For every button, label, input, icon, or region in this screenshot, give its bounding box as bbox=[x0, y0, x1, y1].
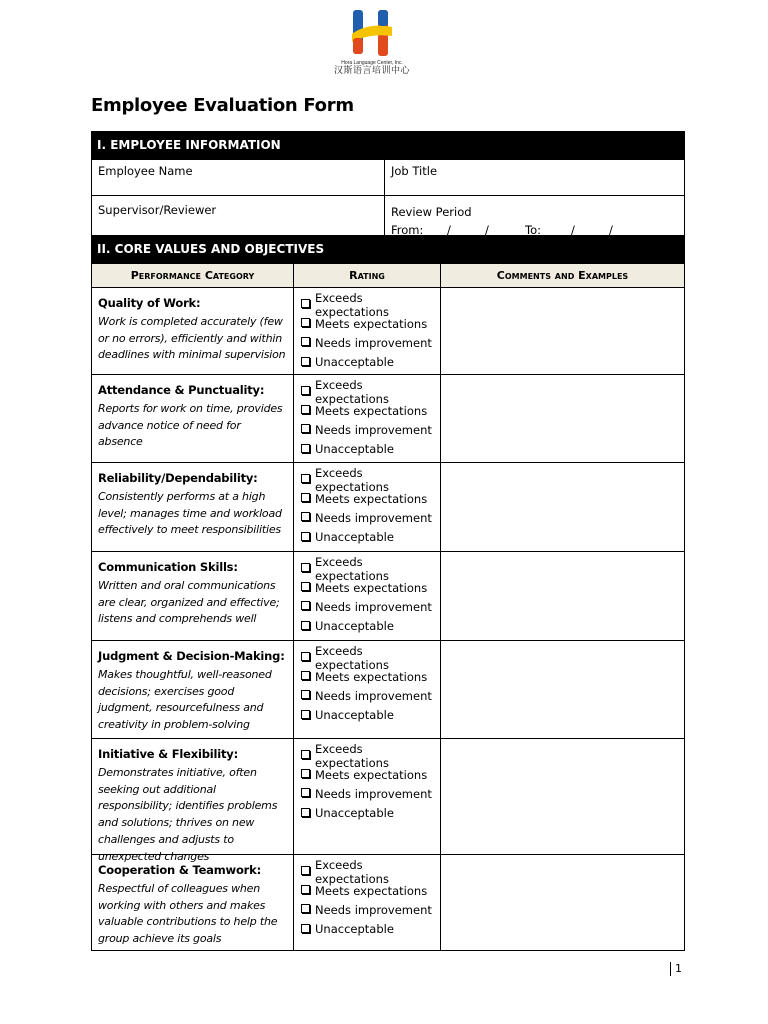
checkbox-icon[interactable] bbox=[301, 474, 310, 483]
rating-option-label: Meets expectations bbox=[315, 580, 428, 595]
rating-option[interactable] bbox=[301, 290, 440, 319]
checkbox-icon[interactable] bbox=[301, 652, 310, 661]
checkbox-icon[interactable] bbox=[301, 532, 310, 541]
supervisor-field[interactable] bbox=[92, 196, 385, 235]
job-title-label: Job Title bbox=[391, 164, 438, 178]
category-description: Written and oral communications are clear, organized and effective; listens and comprehends well bbox=[98, 579, 280, 626]
table-header bbox=[91, 264, 685, 288]
column-header-category: Performance Category bbox=[92, 264, 294, 287]
rating-option-label: Meets expectations bbox=[315, 767, 428, 782]
rating-cell bbox=[294, 739, 441, 854]
comments-field[interactable] bbox=[441, 855, 684, 950]
checkbox-icon[interactable] bbox=[301, 601, 310, 610]
comments-field[interactable] bbox=[441, 641, 684, 738]
employee-name-field[interactable] bbox=[92, 160, 385, 195]
category-description: Demonstrates initiative, often seeking out additional responsibility; identifies problems and solutions; thrives on new challenges and adjusts to unexpected changes bbox=[98, 766, 278, 863]
category-cell bbox=[92, 739, 294, 863]
category-rows bbox=[91, 288, 685, 951]
rating-option[interactable] bbox=[301, 784, 440, 803]
info-row-supervisor-period bbox=[91, 196, 685, 236]
rating-option-label: Meets expectations bbox=[315, 669, 428, 684]
rating-option-label: Unacceptable bbox=[315, 619, 394, 634]
rating-option[interactable] bbox=[301, 465, 440, 494]
checkbox-icon[interactable] bbox=[301, 750, 310, 759]
category-row-judgment-decision-making bbox=[91, 641, 685, 739]
checkbox-icon[interactable] bbox=[301, 563, 310, 572]
rating-option[interactable] bbox=[301, 597, 440, 616]
category-description: Makes thoughtful, well-reasoned decisions; exercises good judgment, resourcefulness and creativity in problem-solving bbox=[98, 668, 272, 732]
category-row-reliability-dependability bbox=[91, 463, 685, 552]
rating-option-label: Needs improvement bbox=[315, 786, 432, 801]
category-title: Reliability/Dependability: bbox=[98, 471, 258, 485]
checkbox-icon[interactable] bbox=[301, 386, 310, 395]
category-title: Cooperation & Teamwork: bbox=[98, 863, 261, 877]
logo-company-en: Hora Language Center, Inc. bbox=[341, 60, 403, 66]
checkbox-icon[interactable] bbox=[301, 424, 310, 433]
rating-option[interactable] bbox=[301, 667, 440, 686]
rating-option-label: Meets expectations bbox=[315, 403, 428, 418]
job-title-field[interactable] bbox=[385, 160, 684, 195]
checkbox-icon[interactable] bbox=[301, 582, 310, 591]
comments-field[interactable] bbox=[441, 375, 684, 462]
checkbox-icon[interactable] bbox=[301, 318, 310, 327]
checkbox-icon[interactable] bbox=[301, 866, 310, 875]
checkbox-icon[interactable] bbox=[301, 710, 310, 719]
rating-cell bbox=[294, 288, 441, 374]
rating-option-label: Exceeds expectations bbox=[314, 290, 389, 319]
checkbox-icon[interactable] bbox=[301, 493, 310, 502]
rating-option[interactable] bbox=[301, 508, 440, 527]
column-header-comments: Comments and Examples bbox=[496, 269, 629, 282]
rating-option[interactable] bbox=[301, 333, 440, 352]
evaluation-form bbox=[91, 131, 685, 951]
rating-option[interactable] bbox=[301, 741, 440, 770]
section-heading-core-values: II. CORE VALUES AND OBJECTIVES bbox=[91, 236, 685, 264]
rating-option-label: Meets expectations bbox=[315, 491, 428, 506]
checkbox-icon[interactable] bbox=[301, 621, 310, 630]
comments-field[interactable] bbox=[441, 288, 684, 374]
checkbox-icon[interactable] bbox=[301, 299, 310, 308]
category-row-quality-of-work bbox=[91, 288, 685, 375]
to-label: To: bbox=[525, 223, 541, 237]
from-date-sep-2: / bbox=[485, 223, 489, 237]
category-description: Respectful of colleagues when working with others and makes valuable contributions to help the group achieve its goals bbox=[98, 882, 278, 946]
rating-option-label: Unacceptable bbox=[315, 922, 394, 937]
category-title: Judgment & Decision-Making: bbox=[98, 649, 285, 663]
checkbox-icon[interactable] bbox=[301, 924, 310, 933]
category-row-attendance-punctuality bbox=[91, 375, 685, 463]
checkbox-icon[interactable] bbox=[301, 788, 310, 797]
form-title: Employee Evaluation Form bbox=[91, 95, 354, 116]
rating-cell bbox=[294, 641, 441, 738]
section-heading-employee-info: I. EMPLOYEE INFORMATION bbox=[91, 131, 685, 160]
review-period-label: Review Period bbox=[391, 205, 472, 219]
rating-option[interactable] bbox=[301, 765, 440, 784]
category-cell bbox=[92, 855, 294, 950]
comments-field[interactable] bbox=[441, 463, 684, 551]
checkbox-icon[interactable] bbox=[301, 904, 310, 913]
review-period-dates bbox=[391, 221, 678, 239]
category-description: Consistently performs at a high level; manages time and workload effectively to meet responsibilities bbox=[98, 490, 282, 537]
rating-option-label: Meets expectations bbox=[315, 316, 428, 331]
rating-cell bbox=[294, 463, 441, 551]
rating-option-label: Exceeds expectations bbox=[314, 554, 389, 583]
rating-option-label: Exceeds expectations bbox=[314, 857, 389, 886]
category-row-cooperation-teamwork bbox=[91, 855, 685, 951]
rating-option-label: Needs improvement bbox=[315, 422, 432, 437]
rating-option[interactable] bbox=[301, 804, 440, 823]
checkbox-icon[interactable] bbox=[301, 769, 310, 778]
rating-option-label: Meets expectations bbox=[315, 883, 428, 898]
rating-option-label: Needs improvement bbox=[315, 688, 432, 703]
rating-option-label: Unacceptable bbox=[315, 530, 394, 545]
rating-option-label: Needs improvement bbox=[315, 902, 432, 917]
rating-option[interactable] bbox=[301, 900, 440, 919]
rating-option[interactable] bbox=[301, 554, 440, 583]
category-cell bbox=[92, 552, 294, 640]
to-date-sep-1: / bbox=[571, 223, 575, 237]
rating-option[interactable] bbox=[301, 377, 440, 406]
comments-field[interactable] bbox=[441, 739, 684, 854]
rating-option[interactable] bbox=[301, 643, 440, 672]
checkbox-icon[interactable] bbox=[301, 885, 310, 894]
rating-option[interactable] bbox=[301, 857, 440, 886]
info-row-name-title bbox=[91, 160, 685, 196]
checkbox-icon[interactable] bbox=[301, 808, 310, 817]
rating-option-label: Unacceptable bbox=[315, 708, 394, 723]
rating-option-label: Unacceptable bbox=[315, 806, 394, 821]
rating-option[interactable] bbox=[301, 881, 440, 900]
rating-cell bbox=[294, 375, 441, 462]
rating-option[interactable] bbox=[301, 617, 440, 636]
category-title: Communication Skills: bbox=[98, 560, 238, 574]
category-description: Reports for work on time, provides advance notice of need for absence bbox=[98, 402, 283, 449]
rating-option-label: Needs improvement bbox=[315, 599, 432, 614]
column-header-rating: Rating bbox=[294, 264, 441, 287]
checkbox-icon[interactable] bbox=[301, 690, 310, 699]
checkbox-icon[interactable] bbox=[301, 357, 310, 366]
rating-option[interactable] bbox=[301, 314, 440, 333]
from-label: From: bbox=[391, 223, 424, 237]
rating-option-label: Exceeds expectations bbox=[314, 465, 389, 494]
rating-cell bbox=[294, 855, 441, 950]
from-date-sep-1: / bbox=[447, 223, 451, 237]
category-description: Work is completed accurately (few or no errors), efficiently and within deadlines with minimal supervision bbox=[98, 315, 286, 362]
logo-company-zh: 汉斯语言培训中心 bbox=[333, 66, 410, 76]
category-title: Attendance & Punctuality: bbox=[98, 383, 265, 397]
category-title: Quality of Work: bbox=[98, 296, 201, 310]
page-number: 1 bbox=[670, 962, 682, 976]
rating-option[interactable] bbox=[301, 440, 440, 459]
rating-option[interactable] bbox=[301, 920, 440, 939]
rating-option-label: Exceeds expectations bbox=[314, 377, 389, 406]
checkbox-icon[interactable] bbox=[301, 405, 310, 414]
checkbox-icon[interactable] bbox=[301, 337, 310, 346]
rating-option-label: Needs improvement bbox=[315, 510, 432, 525]
rating-option[interactable] bbox=[301, 578, 440, 597]
rating-option-label: Unacceptable bbox=[315, 442, 394, 457]
rating-option[interactable] bbox=[301, 528, 440, 547]
rating-option[interactable] bbox=[301, 706, 440, 725]
comments-field[interactable] bbox=[441, 552, 684, 640]
category-row-communication-skills bbox=[91, 552, 685, 641]
checkbox-icon[interactable] bbox=[301, 671, 310, 680]
logo-mark-icon bbox=[350, 8, 394, 58]
rating-option-label: Unacceptable bbox=[315, 355, 394, 370]
rating-cell bbox=[294, 552, 441, 640]
to-date-sep-2: / bbox=[609, 223, 613, 237]
category-row-initiative-flexibility bbox=[91, 739, 685, 863]
rating-option[interactable] bbox=[301, 420, 440, 439]
review-period-field[interactable] bbox=[385, 196, 684, 235]
category-cell bbox=[92, 288, 294, 374]
category-cell bbox=[92, 375, 294, 462]
supervisor-label: Supervisor/Reviewer bbox=[98, 203, 217, 217]
rating-option-label: Exceeds expectations bbox=[314, 741, 389, 770]
rating-option[interactable] bbox=[301, 489, 440, 508]
rating-option-label: Exceeds expectations bbox=[314, 643, 389, 672]
category-cell bbox=[92, 463, 294, 551]
company-logo bbox=[330, 8, 414, 84]
rating-option[interactable] bbox=[301, 401, 440, 420]
checkbox-icon[interactable] bbox=[301, 512, 310, 521]
category-title: Initiative & Flexibility: bbox=[98, 747, 238, 761]
rating-option-label: Needs improvement bbox=[315, 335, 432, 350]
rating-option[interactable] bbox=[301, 686, 440, 705]
rating-option[interactable] bbox=[301, 353, 440, 372]
employee-name-label: Employee Name bbox=[98, 164, 193, 178]
checkbox-icon[interactable] bbox=[301, 444, 310, 453]
category-cell bbox=[92, 641, 294, 738]
